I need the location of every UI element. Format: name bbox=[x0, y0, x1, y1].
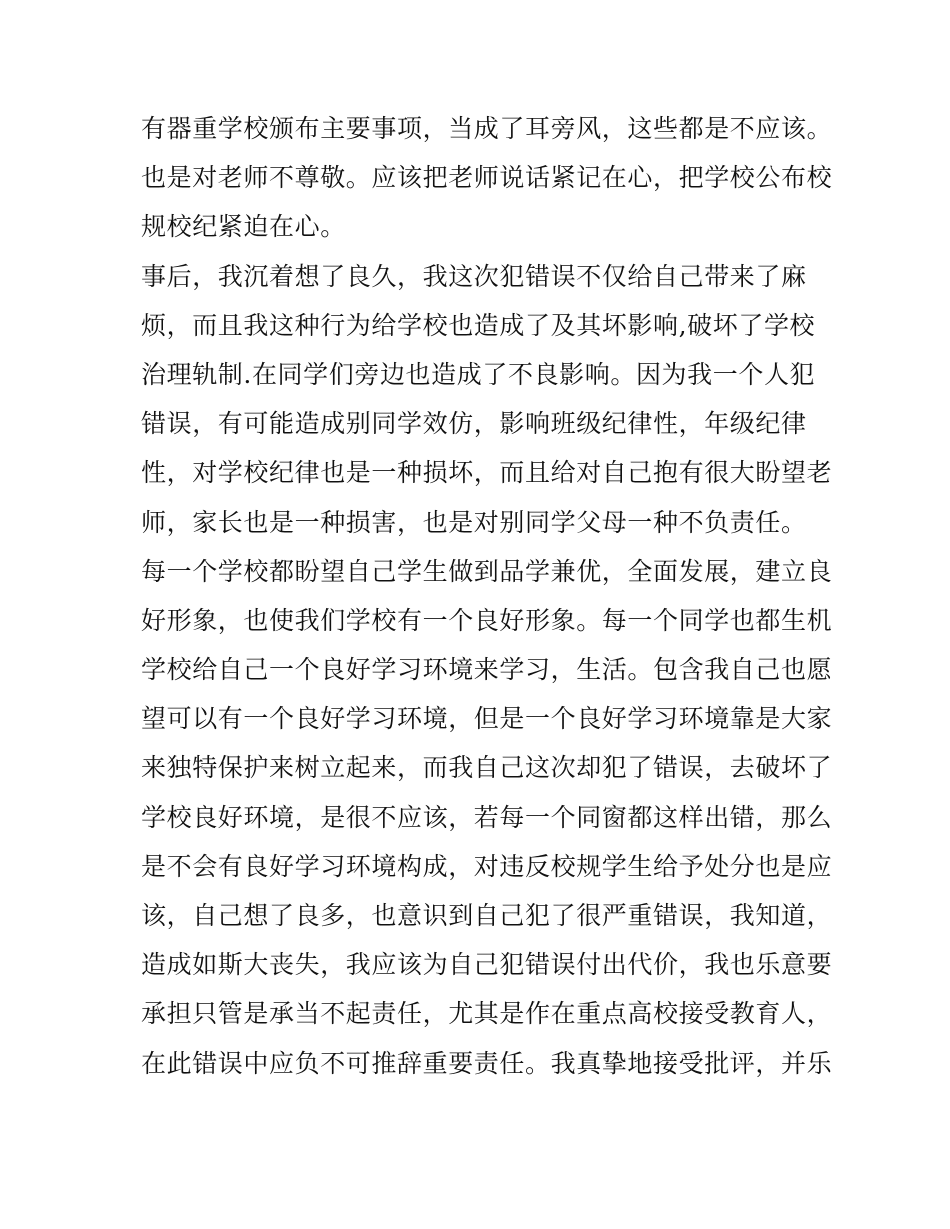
text-line: 学校给自己一个良好学习环境来学习，生活。包含我自己也愿 bbox=[141, 655, 833, 685]
text-line: 是不会有良好学习环境构成，对违反校规学生给予处分也是应 bbox=[141, 851, 833, 881]
text-line: 来独特保护来树立起来，而我自己这次却犯了错误，去破坏了 bbox=[141, 753, 833, 783]
text-line: 规校纪紧迫在心。 bbox=[141, 212, 346, 242]
text-line: 每一个学校都盼望自己学生做到品学兼优，全面发展，建立良 bbox=[141, 556, 833, 586]
text-line: 师，家长也是一种损害，也是对别同学父母一种不负责任。 bbox=[141, 507, 807, 537]
text-line: 学校良好环境，是很不应该，若每一个同窗都这样出错，那么 bbox=[141, 802, 833, 832]
text-line: 有器重学校颁布主要事项，当成了耳旁风，这些都是不应该。 bbox=[141, 114, 833, 143]
text-line: 在此错误中应负不可推辞重要责任。我真挚地接受批评，并乐 bbox=[141, 1048, 833, 1078]
text-line: 烦，而且我这种行为给学校也造成了及其坏影响,破坏了学校 bbox=[141, 310, 816, 340]
text-line: 好形象，也使我们学校有一个良好形象。每一个同学也都生机 bbox=[141, 605, 833, 635]
text-line: 也是对老师不尊敬。应该把老师说话紧记在心，把学校公布校 bbox=[141, 163, 833, 193]
text-line: 性，对学校纪律也是一种损坏，而且给对自己抱有很大盼望老 bbox=[141, 458, 833, 488]
text-line: 承担只管是承当不起责任，尤其是作在重点高校接受教育人， bbox=[141, 999, 833, 1029]
text-line: 该，自己想了良多，也意识到自己犯了很严重错误，我知道， bbox=[141, 901, 833, 930]
text-line: 造成如斯大丧失，我应该为自己犯错误付出代价，我也乐意要 bbox=[141, 950, 833, 980]
text-line: 治理轨制.在同学们旁边也造成了不良影响。因为我一个人犯 bbox=[141, 359, 816, 389]
text-line: 错误，有可能造成别同学效仿，影响班级纪律性，年级纪律 bbox=[141, 409, 807, 439]
text-line: 望可以有一个良好学习环境，但是一个良好学习环境靠是大家 bbox=[141, 704, 833, 734]
body-text bbox=[141, 104, 833, 1088]
text-line: 事后，我沉着想了良久，我这次犯错误不仅给自己带来了麻 bbox=[141, 261, 807, 291]
